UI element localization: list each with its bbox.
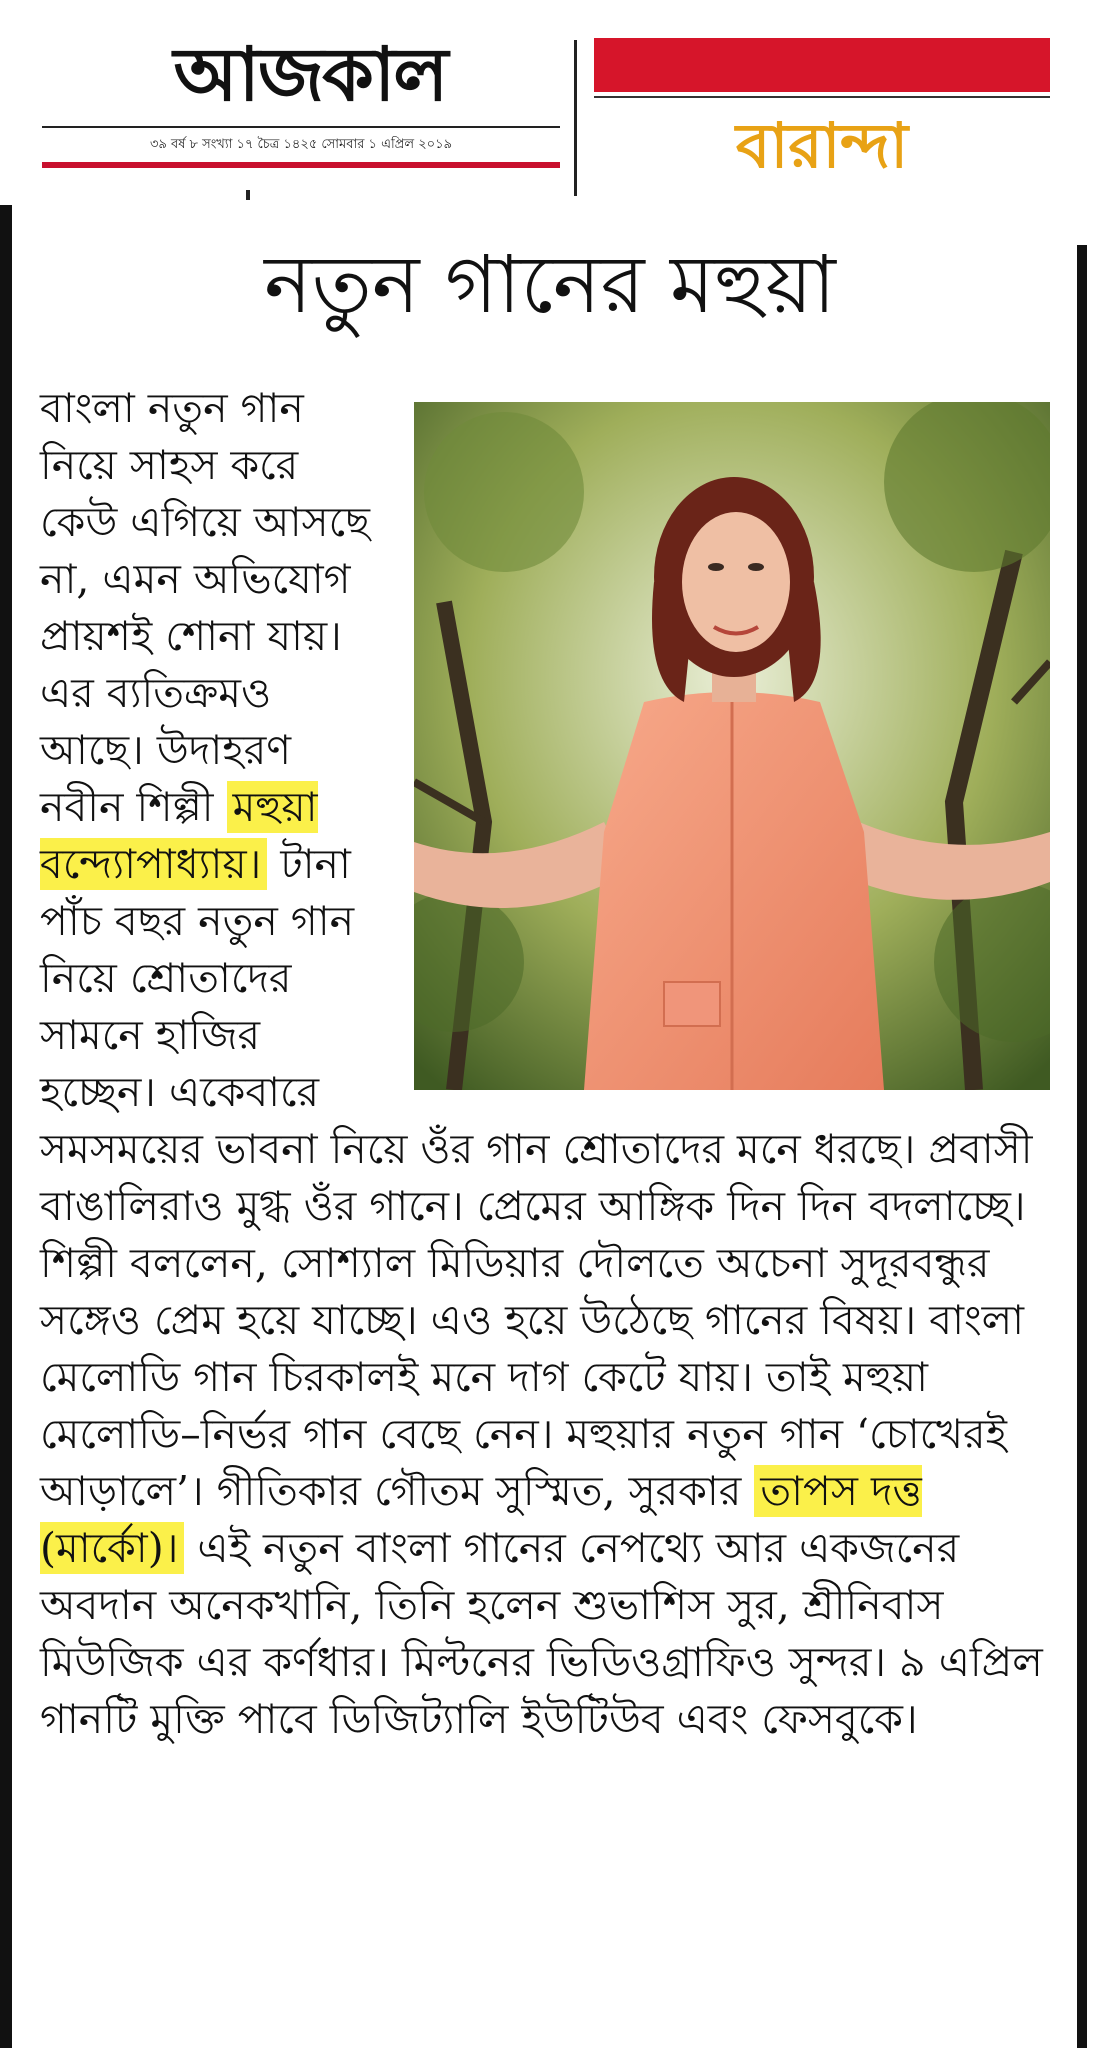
masthead	[0, 0, 1099, 200]
article-body-text-1: টানা পাঁচ বছর নতুন গান নিয়ে শ্রোতাদের সামনে হাজির হচ্ছেন। একেবারে সমসময়ের ভাবনা নিয়ে ওঁর গান শ্রোতাদের মনে ধরছে। প্রবাসী বাঙালিরাও মুগ্ধ ওঁর গানে। প্রেমের আঙ্গিক দিন দিন বদলাচ্ছে। শিল্পী বললেন, সোশ্যাল মিডিয়ার দৌলতে অচেনা সুদূরবন্ধুর সঙ্গেও প্রেম হয়ে যাচ্ছে। এও হয়ে উঠেছে গানের বিষয়। বাংলা মেলোডি গান চিরকালই মনে দাগ কেটে যায়। তাই মহুয়া মেলোডি–নির্ভর গান বেছে নেন। মহুয়ার নতুন গান ‘চোখেরই আড়ালে’। গীতিকার গৌতম সুস্মিত, সুরকার	[40, 840, 1033, 1515]
article-headline: নতুন গানের মহুয়া	[264, 238, 836, 331]
article-frame-left	[0, 205, 12, 2048]
singer-name-highlight: মহুয়া বন্দ্যোপাধ্যায়।	[40, 783, 318, 888]
section-red-bar	[594, 38, 1050, 92]
article-frame-right	[1077, 245, 1087, 2048]
masthead-red-rule	[42, 162, 560, 168]
article-lead: বাংলা নতুন গান নিয়ে সাহস করে কেউ এগিয়ে আসছে না, এমন অভিযোগ প্রায়শই শোনা যায়। এর ব্যতিক্রমও আছে। উদাহরণ নবীন শিল্পী	[40, 384, 370, 831]
section-rule	[594, 96, 1050, 98]
masthead-rule	[42, 126, 560, 128]
article-body-text-2: এই নতুন বাংলা গানের নেপথ্যে আর একজনের অবদান অনেকখানি, তিনি হলেন শুভাশিস সুর, শ্রীনিবাস মিউজিক এর কর্ণধার। মিল্টনের ভিডিওগ্রাফিও সুন্দর। ৯ এপ্রিল গানটি মুক্তি পাবে ডিজিট্যালি ইউটিউব এবং ফেসবুকে।	[40, 1524, 1043, 1743]
newspaper-logo: আজকাল	[173, 32, 447, 118]
article-body	[40, 380, 1050, 1748]
composer-name-highlight: তাপস দত্ত (মার্কো)।	[40, 1467, 922, 1572]
section-name: বারান্দা	[735, 109, 909, 182]
singer-photo	[414, 402, 1050, 1090]
masthead-tick	[246, 190, 250, 200]
masthead-divider	[574, 40, 577, 196]
dateline: ৩৯ বর্ষ ৮ সংখ্যা ১৭ চৈত্র ১৪২৫ সোমবার ১ এপ্রিল ২০১৯	[150, 137, 452, 152]
